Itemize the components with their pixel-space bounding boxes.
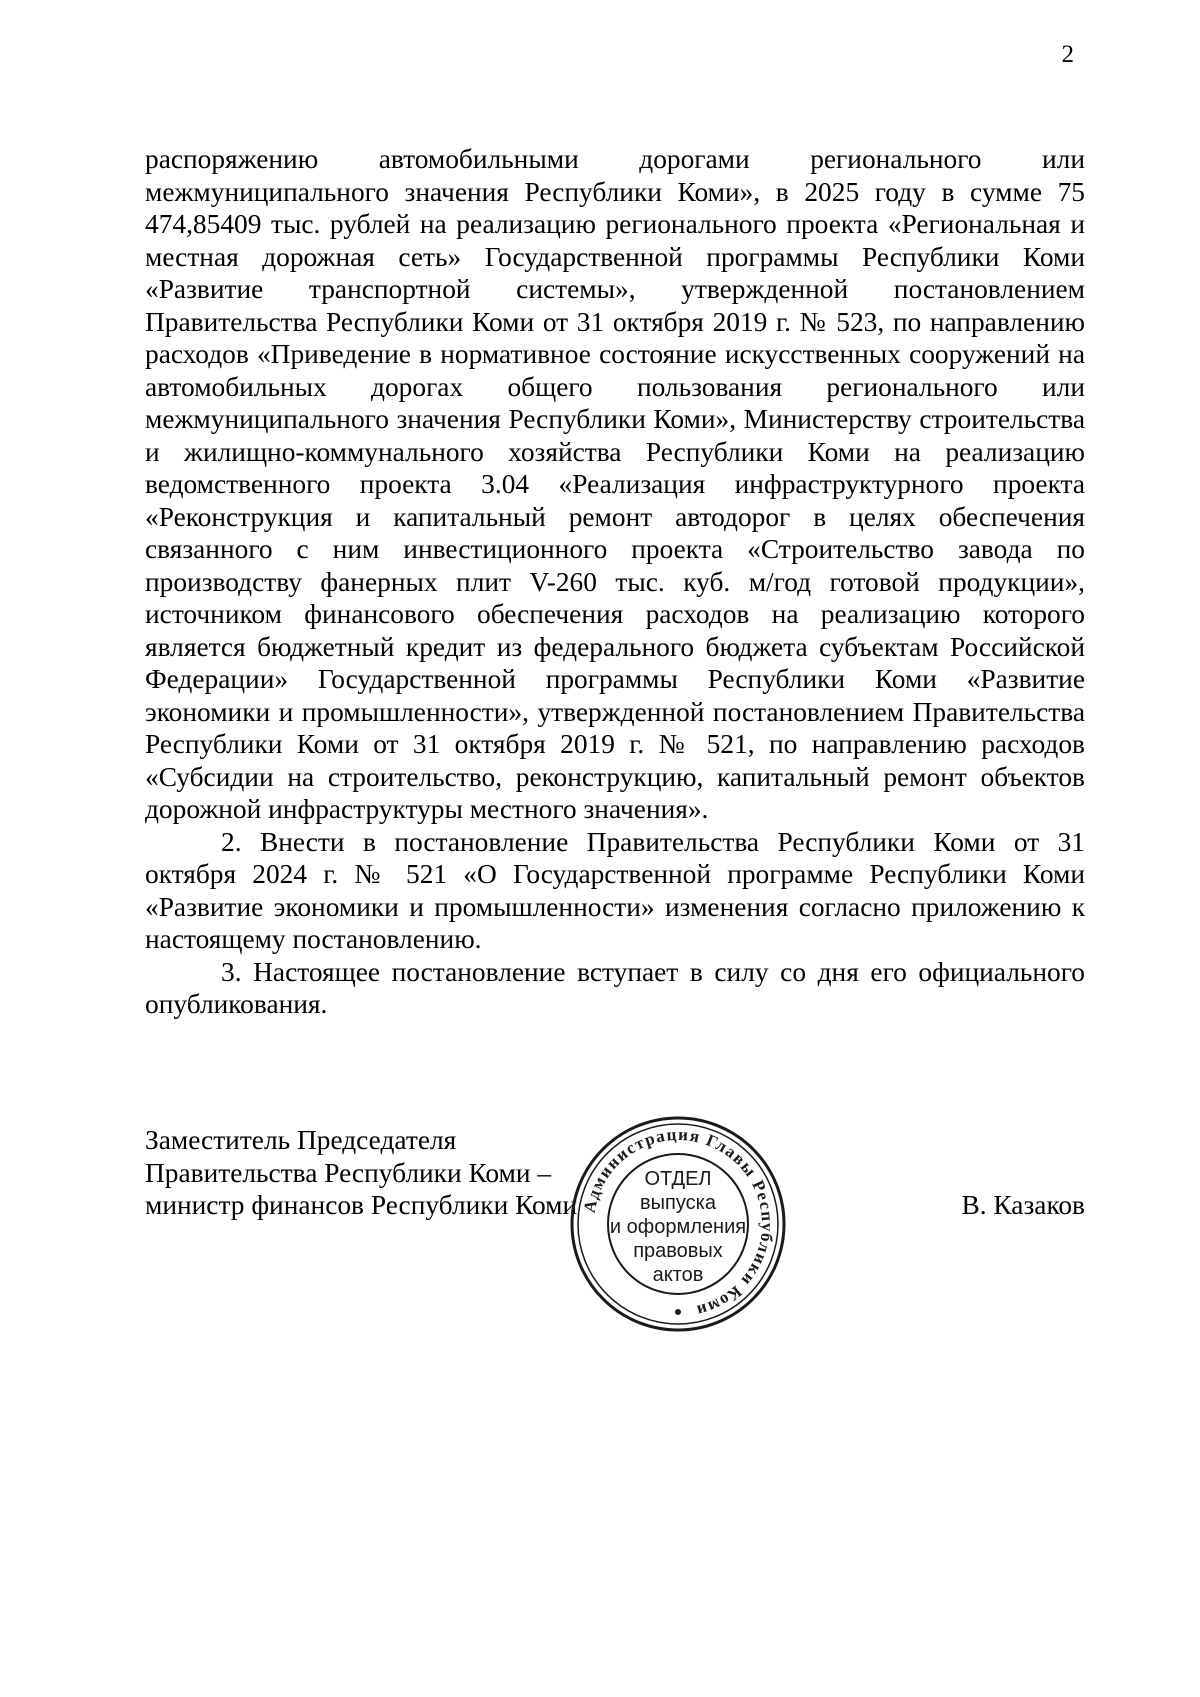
stamp-ring-text: Администрация Главы Республики Коми: [579, 1124, 778, 1321]
paragraph-item-3: 3. Настоящее постановление вступает в силу со дня его официального опубликования.: [145, 956, 1085, 1019]
stamp-dot-icon: [675, 1309, 681, 1315]
stamp-line-2: выпуска: [640, 1192, 716, 1214]
stamp-line-5: актов: [652, 1264, 704, 1286]
signatory-name: В. Казаков: [961, 1190, 1085, 1220]
signatory-position-line-1: Заместитель Председателя: [145, 1125, 457, 1155]
stamp-seal-icon: [567, 1113, 789, 1335]
stamp-line-1: ОТДЕЛ: [644, 1168, 712, 1190]
paragraph-item-2: 2. Внести в постановление Правительства Республики Коми от 31 октября 2024 г. № 521 «О Государственной программе Республики Коми «Развитие экономики и промышленности» изменения согласно приложению к настоящему постановлению.: [145, 826, 1085, 954]
stamp-line-3: и оформления: [609, 1216, 747, 1238]
signatory-position-line-3: министр финансов Республики Коми: [145, 1190, 578, 1220]
document-body: [145, 143, 1085, 1021]
paragraph-continuation: распоряжению автомобильными дорогами регионального или межмуниципального значения Республики Коми», в 2025 году в сумме 75 474,85409 тыс. рублей на реализацию регионального проекта «Региональная и местная дорожная сеть» Государственной программы Республики Коми «Развитие транспортной системы», утвержденной постановлением Правительства Республики Коми от 31 октября 2019 г. № 523, по направлению расходов «Приведение в нормативное состояние искусственных сооружений на автомобильных дорогах общего пользования регионального или межмуниципального значения Республики Коми», Министерству строительства и жилищно-коммунального хозяйства Республики Коми на реализацию ведомственного проекта 3.04 «Реализация инфраструктурного проекта «Реконструкция и капитальный ремонт автодорог в целях обеспечения связанного с ним инвестиционного проекта «Строительство завода по производству фанерных плит V-260 тыс. куб. м/год готовой продукции», источником финансового обеспечения расходов на реализацию которого является бюджетный кредит из федерального бюджета субъектам Российской Федерации» Государственной программы Республики Коми «Развитие экономики и промышленности», утвержденной постановлением Правительства Республики Коми от 31 октября 2019 г. № 521, по направлению расходов «Субсидии на строительство, реконструкцию, капитальный ремонт объектов дорожной инфраструктуры местного значения».: [145, 144, 1085, 824]
page-number: 2: [1061, 41, 1074, 68]
signatory-position-line-2: Правительства Республики Коми –: [145, 1157, 552, 1188]
stamp-line-4: правовых: [633, 1240, 723, 1262]
official-stamp: [567, 1113, 789, 1335]
